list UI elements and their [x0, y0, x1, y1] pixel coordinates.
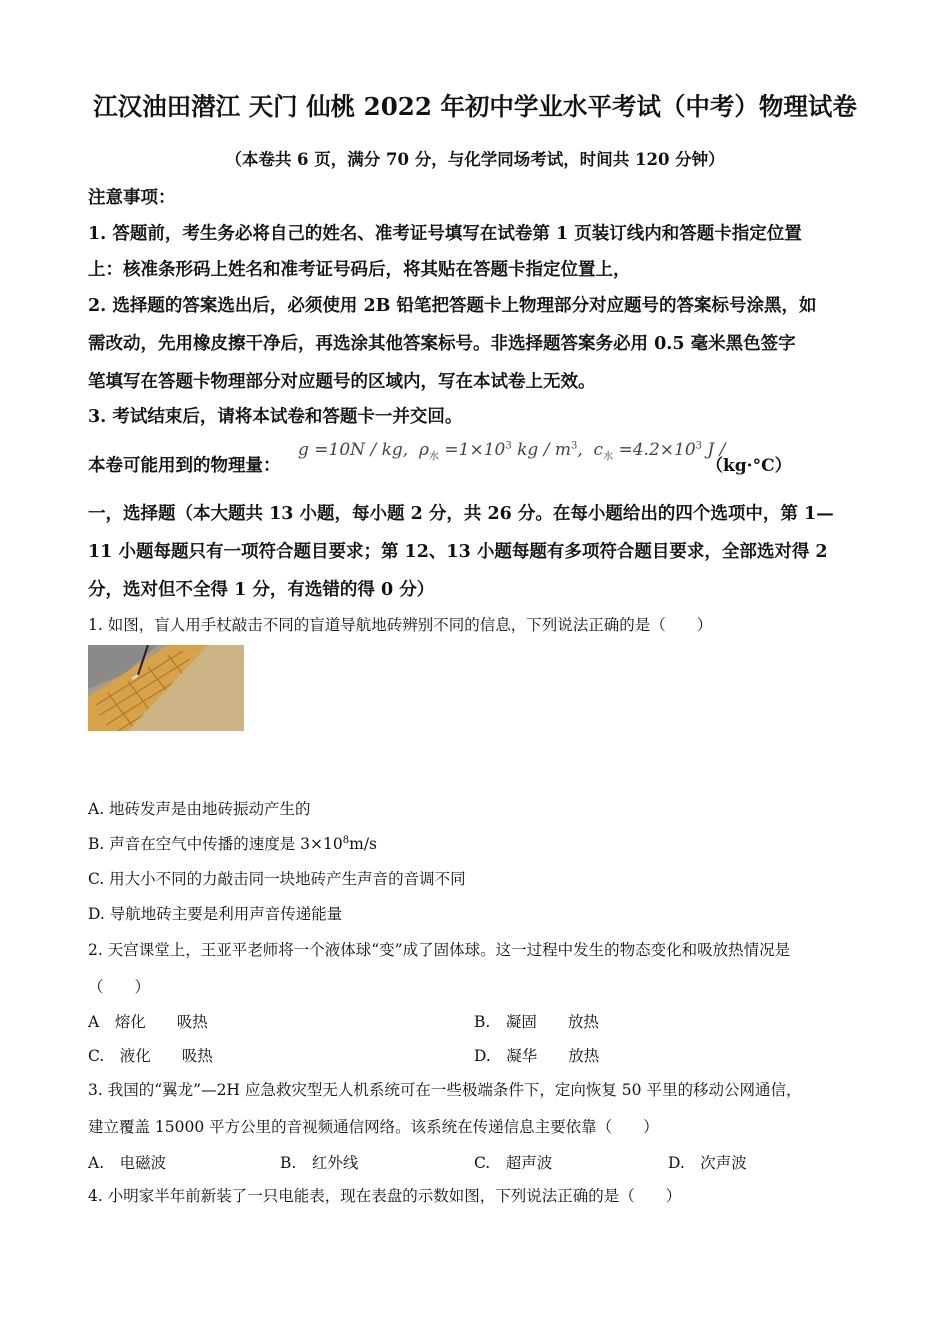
tactile-paving-illustration — [88, 645, 244, 731]
q2-option-d: D. 凝华 放热 — [474, 1047, 600, 1065]
q3-option-d: D. 次声波 — [668, 1154, 747, 1172]
page-title: 江汉油田潜江 天门 仙桃 2022 年初中学业水平考试（中考）物理试卷 — [93, 92, 857, 121]
formula-rho-sub: 水 — [428, 451, 439, 463]
q3-stem-line-1: 3. 我国的“翼龙”—2H 应急救灾型无人机系统可在一些极端条件下，定向恢复 50 平里的移动公网通信， — [88, 1081, 802, 1099]
notice-line-2: 上：核准条形码上姓名和准考证号码后，将其贴在答题卡指定位置上， — [88, 260, 631, 280]
formula-rho-exp: 3 — [505, 440, 512, 452]
q1-stem: 1. 如图，盲人用手杖敲击不同的盲道导航地砖辨别不同的信息，下列说法正确的是（ ） — [88, 616, 713, 634]
page-subtitle: （本卷共 6 页，满分 70 分，与化学同场考试，时间共 120 分钟） — [225, 150, 725, 169]
q2-option-c: C. 液化 吸热 — [88, 1047, 213, 1065]
q1-option-a: A. 地砖发声是由地砖振动产生的 — [88, 800, 311, 818]
q3-option-c: C. 超声波 — [474, 1154, 553, 1172]
q1-photo-tactile-paving — [88, 645, 244, 731]
notice-line-5: 笔填写在答题卡物理部分对应题号的区域内，写在本试卷上无效。 — [88, 372, 596, 392]
formula-c-symbol: c — [593, 440, 604, 460]
section1-line-2: 11 小题每题只有一项符合题目要求；第 12、13 小题每题有多项符合题目要求，全部选对得 2 — [88, 542, 828, 562]
q1-option-d: D. 导航地砖主要是利用声音传递能量 — [88, 905, 343, 923]
q1-option-c: C. 用大小不同的力敲击同一块地砖产生声音的音调不同 — [88, 870, 466, 888]
constants-unit-tail: （kg·°C） — [706, 456, 792, 476]
formula-rho-unit: kg / m — [517, 440, 571, 460]
q4-stem: 4. 小明家半年前新装了一只电能表，现在表盘的示数如图，下列说法正确的是（ ） — [88, 1187, 682, 1205]
section1-line-1: 一，选择题（本大题共 13 小题，每小题 2 分，共 26 分。在每小题给出的四个选项中，第 1— — [88, 504, 834, 524]
q2-option-b: B. 凝固 放热 — [474, 1013, 599, 1031]
notice-line-1: 1. 答题前，考生务必将自己的姓名、准考证号填写在试卷第 1 页装订线内和答题卡指定位置 — [88, 224, 802, 244]
q1-option-b-text: B. 声音在空气中传播的速度是 3×10 — [88, 835, 343, 853]
formula-c-unit: J / — [707, 440, 726, 460]
q1-option-b-exp: 8 — [342, 834, 350, 846]
formula-rho-unit-exp: 3 — [570, 440, 578, 452]
formula-rho-symbol: ρ — [418, 440, 429, 460]
q2-paren: （ ） — [88, 978, 151, 996]
formula-rho-value: =1×10 — [444, 440, 506, 460]
q3-option-a: A. 电磁波 — [88, 1154, 167, 1172]
q3-option-b: B. 红外线 — [280, 1154, 359, 1172]
formula-c-exp: 3 — [695, 440, 703, 452]
q3-stem-line-2: 建立覆盖 15000 平方公里的音视频通信网络。该系统在传递信息主要依靠（ ） — [88, 1118, 659, 1136]
notice-heading: 注意事项： — [88, 188, 176, 208]
section1-line-3: 分，选对但不全得 1 分，有选错的得 0 分） — [88, 580, 435, 600]
q2-option-a: A 熔化 吸热 — [88, 1013, 208, 1031]
formula-g: g =10N / kg, — [298, 440, 409, 460]
q1-option-b — [88, 832, 377, 854]
constants-formula — [298, 440, 725, 462]
notice-line-4: 需改动，先用橡皮擦干净后，再选涂其他答案标号。非选择题答案务必用 0.5 毫米黑色签字 — [88, 334, 796, 354]
formula-c-value: =4.2×10 — [618, 440, 696, 460]
constants-label: 本卷可能用到的物理量： — [88, 456, 281, 476]
notice-line-3: 2. 选择题的答案选出后，必须使用 2B 铅笔把答题卡上物理部分对应题号的答案标号涂黑，如 — [88, 296, 817, 316]
notice-line-6: 3. 考试结束后，请将本试卷和答题卡一并交回。 — [88, 407, 463, 427]
q1-option-b-unit: m/s — [349, 835, 377, 853]
q2-stem: 2. 天宫课堂上，王亚平老师将一个液体球“变”成了固体球。这一过程中发生的物态变化和吸放热情况是 — [88, 941, 791, 959]
formula-rho-sep: , — [577, 440, 583, 460]
formula-c-sub: 水 — [603, 451, 614, 463]
